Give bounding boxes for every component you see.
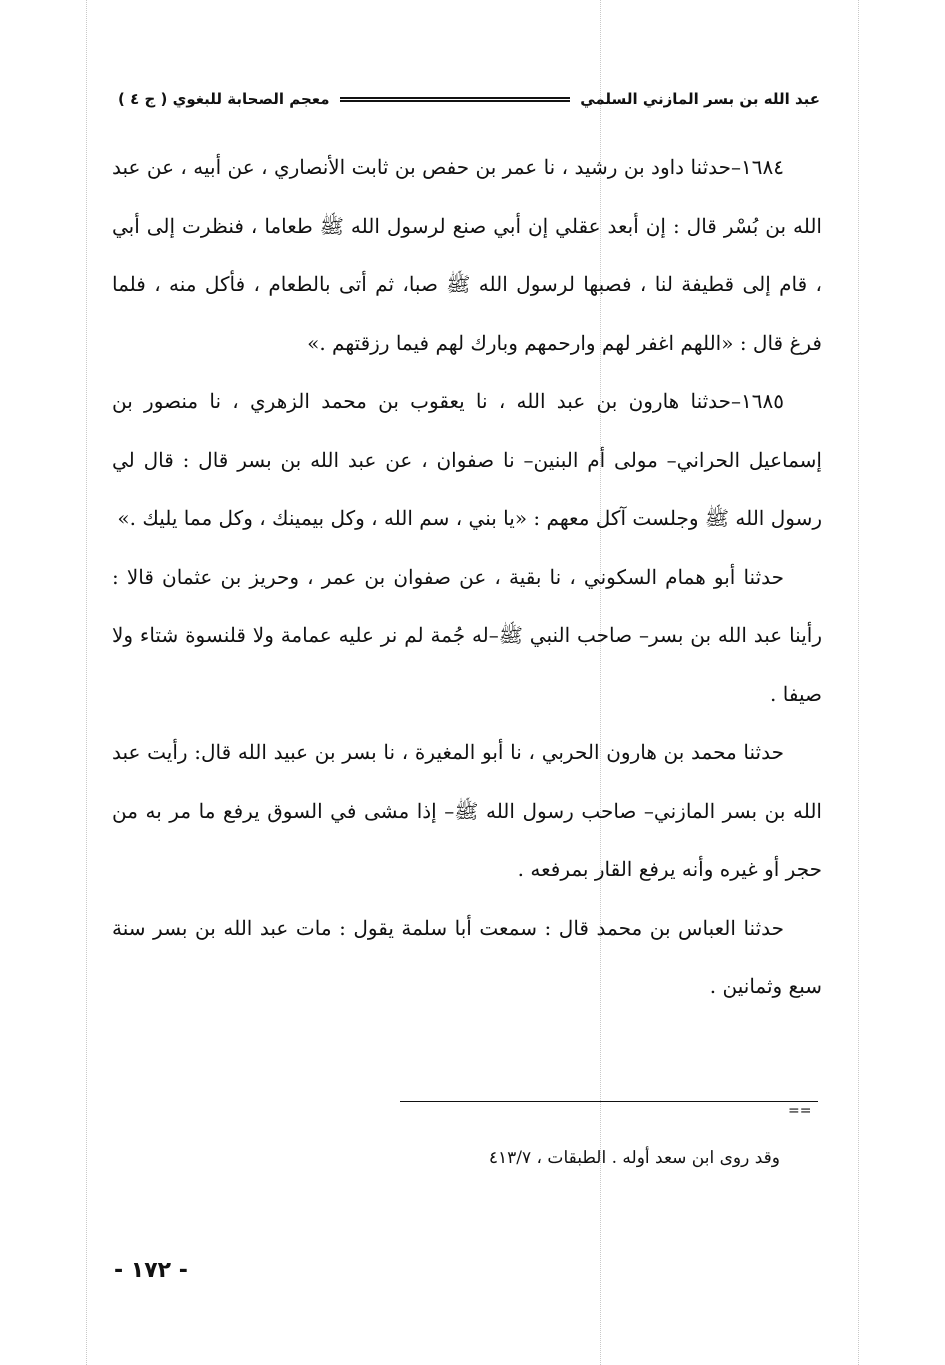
header-rule <box>340 97 571 102</box>
report-abu-hammam: حدثنا أبو همام السكوني ، نا بقية ، عن صفوان بن عمر ، وحريز بن عثمان قالا : رأينا عبد الله بن بسر– صاحب النبي ﷺ–له جُمة لم نر عليه عمامة ولا قلنسوة شتاء ولا صيفا . <box>112 564 822 706</box>
header-section-title: عبد الله بن بسر المازني السلمي <box>580 90 820 108</box>
report-abbas: حدثنا العباس بن محمد قال : سمعت أبا سلمة يقول : مات عبد الله بن بسر سنة سبع وثمانين . <box>112 915 822 998</box>
footnote-separator <box>400 1101 818 1102</box>
page-number: - ١٧٢ - <box>114 1258 188 1283</box>
report-muhammad-harbi: حدثنا محمد بن هارون الحربي ، نا أبو المغيرة ، نا بسر بن عبيد الله قال: رأيت عبد الله بن بسر المازني– صاحب رسول الله ﷺ– إذا مشى في السوق يرفع ما مر به من حجر أو غيره وأنه يرفع القار بمرفعه . <box>112 740 822 881</box>
scan-edge-right <box>858 0 859 1365</box>
scan-edge-left <box>86 0 87 1365</box>
hadith-1684: ١٦٨٤–حدثنا داود بن رشيد ، نا عمر بن حفص بن ثابت الأنصاري ، عن أبيه ، عن عبد الله بن بُسْر قال : إن أبعد عقلي إن أبي صنع لرسول الله ﷺ طعاما ، فنظرت إلى أبي ، قام إلى قطيفة لنا ، فصبها لرسول الله ﷺ صبا، ثم أتى بالطعام ، فأكل منه ، فلما فرغ قال : «اللهم اغفر لهم وارحمهم وبارك لهم فيما رزقتهم .» <box>112 155 822 355</box>
main-text <box>112 138 822 1016</box>
footnote-marker: == <box>788 1103 812 1119</box>
footnote-text: وقد روى ابن سعد أوله . الطبقات ، ٤١٣/٧ <box>488 1148 780 1168</box>
running-header <box>118 84 820 114</box>
header-book-title: معجم الصحابة للبغوي ( ج ٤ ) <box>118 90 330 108</box>
hadith-1685: ١٦٨٥–حدثنا هارون بن عبد الله ، نا يعقوب بن محمد الزهري ، نا منصور بن إسماعيل الحراني– مولى أم البنين– نا صفوان ، عن عبد الله بن بسر قال : قال لي رسول الله ﷺ وجلست آكل معهم : «يا بني ، سم الله ، وكل بيمينك ، وكل مما يليك .» <box>112 389 822 530</box>
